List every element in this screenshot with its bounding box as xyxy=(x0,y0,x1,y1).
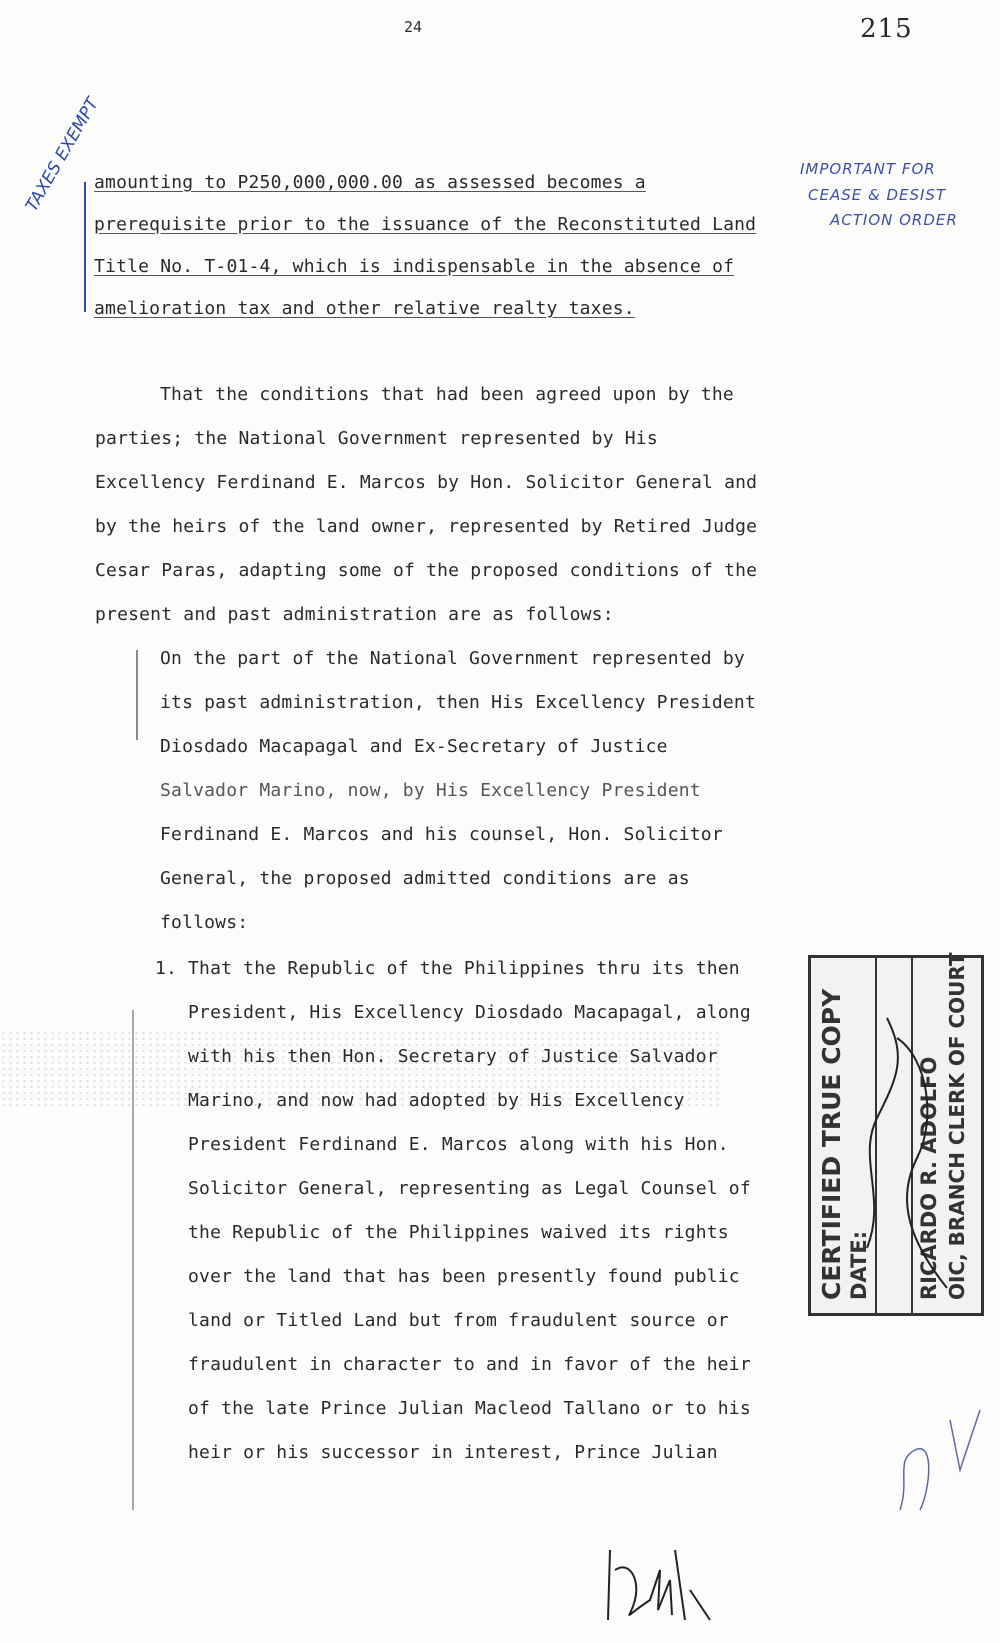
item1-line: of the late Prince Julian Macleod Tallano or to his xyxy=(188,1398,751,1419)
item1-line: That the Republic of the Philippines thru its then xyxy=(188,958,740,979)
item1-line: President, His Excellency Diosdado Macapagal, along xyxy=(188,1002,751,1023)
para1-line: amelioration tax and other relative realty taxes. xyxy=(94,298,635,319)
item1-line: Solicitor General, representing as Legal Counsel of xyxy=(188,1178,751,1199)
para3-line: Diosdado Macapagal and Ex-Secretary of Justice xyxy=(160,736,668,757)
side-note-taxes-exempt: TAXES EXEMPT xyxy=(22,94,104,215)
signature-initials xyxy=(600,1530,720,1630)
margin-note-line-1: IMPORTANT FOR xyxy=(800,160,936,178)
para2-line: That the conditions that had been agreed upon by the xyxy=(160,384,734,405)
item1-line: land or Titled Land but from fraudulent source or xyxy=(188,1310,729,1331)
stamped-page-number: 215 xyxy=(860,14,913,44)
para1-line: prerequisite prior to the issuance of the Reconstituted Land xyxy=(94,214,757,235)
item1-line: President Ferdinand E. Marcos along with his Hon. xyxy=(188,1134,729,1155)
stamp-clerk-title: OIC, BRANCH CLERK OF COURT xyxy=(945,952,969,1300)
item1-line: with his then Hon. Secretary of Justice Salvador xyxy=(188,1046,718,1067)
side-bracket xyxy=(84,182,86,312)
item1-line: Marino, and now had adopted by His Excellency xyxy=(188,1090,685,1111)
margin-mark xyxy=(132,1010,134,1510)
stamp-clerk-name: RICARDO R. ADOLFO xyxy=(917,1056,941,1300)
margin-note-line-3: ACTION ORDER xyxy=(830,211,958,229)
para3-line: Ferdinand E. Marcos and his counsel, Hon. Solicitor xyxy=(160,824,723,845)
item1-line: over the land that has been presently found public xyxy=(188,1266,740,1287)
stamp-signature xyxy=(847,998,957,1298)
item-number: 1. xyxy=(155,958,178,979)
margin-scribble xyxy=(890,1400,990,1520)
para1-line: Title No. T-01-4, which is indispensable in the absence of xyxy=(94,256,735,277)
certified-true-copy-stamp xyxy=(808,952,984,1316)
para1-line: amounting to P250,000,000.00 as assessed becomes a xyxy=(94,172,646,193)
item1-line: the Republic of the Philippines waived its rights xyxy=(188,1222,729,1243)
stamp-date-label: DATE: xyxy=(847,1230,871,1300)
para2-line: Cesar Paras, adapting some of the proposed conditions of the xyxy=(95,560,758,581)
para3-line: its past administration, then His Excellency President xyxy=(160,692,756,713)
para2-line: parties; the National Government represented by His xyxy=(95,428,658,449)
para2-line: by the heirs of the land owner, represented by Retired Judge xyxy=(95,516,758,537)
para3-line: follows: xyxy=(160,912,249,933)
para2-line: present and past administration are as follows: xyxy=(95,604,614,625)
stamp-certified-label: CERTIFIED TRUE COPY xyxy=(817,988,846,1300)
para3-line: Salvador Marino, now, by His Excellency President xyxy=(160,780,701,801)
margin-mark xyxy=(136,650,138,740)
item1-line: heir or his successor in interest, Prince Julian xyxy=(188,1442,718,1463)
margin-note-line-2: CEASE & DESIST xyxy=(808,186,947,204)
page-number: 24 xyxy=(404,18,423,36)
para3-line: General, the proposed admitted conditions are as xyxy=(160,868,690,889)
item1-line: fraudulent in character to and in favor of the heir xyxy=(188,1354,751,1375)
para3-line: On the part of the National Government represented by xyxy=(160,648,745,669)
para2-line: Excellency Ferdinand E. Marcos by Hon. Solicitor General and xyxy=(95,472,758,493)
